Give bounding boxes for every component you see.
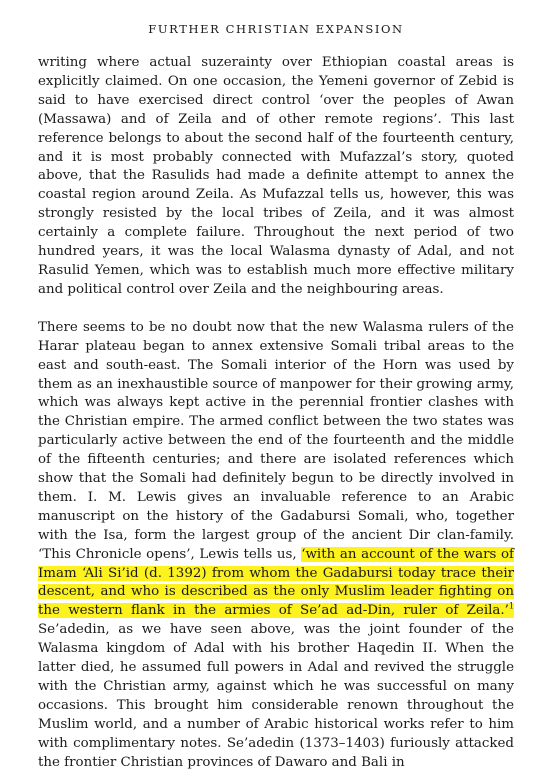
paragraph-2-text-before: There seems to be no doubt now that the new Walasma rulers of the Harar plateau began to annex extensive Somali tribal areas to the east and south-east. The Somali interior of the Horn was used by them as an inexhaustible source of manpower for their growing army, which was always kept active in the perennial frontier clashes with the Christian empire. The armed conflict between the two states was particularly active between the end of the fourteenth and the middle of the fifteenth centuries; and there are isolated references which show that the Somali had definitely begun to be directly involved in them. I. M. Lewis gives an invaluable reference to an Arabic manuscript on the history of the Gadabursi Somali, who, together with the Isa, form the largest group of the ancient Dir clan-family. ‘This Chronicle opens’, Lewis tells us, bbox=[38, 319, 514, 562]
highlighted-quote-text: ‘with an account of the wars of Imam ‘Ali Si’id (d. 1392) from whom the Gadabursi today trace their descent, and who is described as the only Muslim leader fighting on the western flank in the armies of Se’ad ad-Din, ruler of Zeila.’ bbox=[38, 546, 514, 619]
book-page bbox=[38, 22, 514, 773]
paragraph-2-text-after: Se’adedin, as we have seen above, was the joint founder of the Walasma kingdom of Adal with his brother Haqedin II. When the latter died, he assumed full powers in Adal and revived the struggle with the Christian army, against which he was successful on many occasions. This brought him considerable renown throughout the Muslim world, and a number of Arabic historical works refer to him with complimentary notes. Se’adedin (1373–1403) furiously attacked the frontier Christian provinces of Dawaro and Bali in bbox=[38, 622, 514, 770]
running-head: FURTHER CHRISTIAN EXPANSION bbox=[148, 22, 404, 36]
paragraph-1: writing where actual suzerainty over Ethiopian coastal areas is explicitly claimed. On one occasion, the Yemeni governor of Zebid is said to have exercised direct control ‘over the peoples of Awan (Massawa) and of Zeila and of other remote regions’. This last reference belongs to about the second half of the fourteenth century, and it is most probably connected with Mufazzal’s story, quoted above, that the Rasulids had made a definite attempt to annex the coastal region around Zeila. As Mufazzal tells us, however, this was strongly resisted by the local tribes of Zeila, and it was almost certainly a complete failure. Throughout the next period of two hundred years, it was the local Walasma dynasty of Adal, and not Rasulid Yemen, which was to establish much more effective military and political control over Zeila and the neighbouring areas. bbox=[38, 55, 514, 297]
paragraph-2 bbox=[38, 319, 514, 773]
paragraph-spacer bbox=[38, 300, 514, 319]
footnote-mark[interactable]: 1 bbox=[508, 601, 514, 611]
